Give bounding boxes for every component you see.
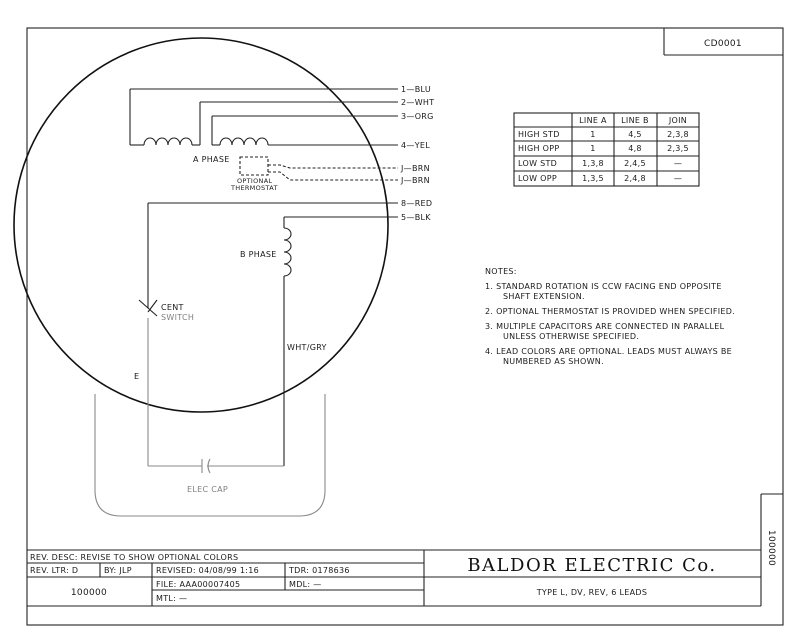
lead-1-label: 1—BLU bbox=[401, 85, 431, 94]
note-1: 1. STANDARD ROTATION IS CCW FACING END OPPOSITE bbox=[485, 282, 722, 291]
e-label: E bbox=[134, 372, 140, 381]
lead-j1-label: J—BRN bbox=[401, 164, 430, 173]
rev-desc: REV. DESC: REVISE TO SHOW OPTIONAL COLORS bbox=[30, 553, 239, 562]
note-3: 3. MULTIPLE CAPACITORS ARE CONNECTED IN PARALLEL bbox=[485, 322, 725, 331]
table-cell: 4,5 bbox=[628, 130, 642, 139]
table-cell: LOW STD bbox=[518, 159, 558, 168]
table-header: JOIN bbox=[668, 116, 688, 125]
table-cell: HIGH OPP bbox=[518, 144, 560, 153]
drawing-description: TYPE L, DV, REV, 6 LEADS bbox=[536, 588, 648, 597]
tdr-field: TDR: 0178636 bbox=[289, 566, 350, 575]
lead-5-label: 5—BLK bbox=[401, 213, 431, 222]
thermostat-label: THERMOSTAT bbox=[231, 184, 278, 192]
a-phase-winding bbox=[130, 89, 398, 145]
note-3-cont: UNLESS OTHERWISE SPECIFIED. bbox=[503, 332, 640, 341]
optional-label: OPTIONAL bbox=[237, 177, 273, 185]
revised-field: REVISED: 04/08/99 1:16 bbox=[156, 566, 260, 575]
file-field: FILE: AAA00007405 bbox=[156, 580, 241, 589]
switch-label: SWITCH bbox=[161, 313, 195, 322]
company-name: BALDOR ELECTRIC Co. bbox=[467, 555, 717, 576]
centrifugal-switch bbox=[139, 296, 157, 466]
table-cell: 2,3,5 bbox=[667, 144, 689, 153]
diagram-labels bbox=[134, 155, 327, 494]
lead-2-label: 2—WHT bbox=[401, 98, 435, 107]
note-4-cont: NUMBERED AS SHOWN. bbox=[503, 357, 604, 366]
table-cell: — bbox=[673, 159, 683, 168]
part-number: 100000 bbox=[70, 588, 108, 598]
lead-8-label: 8—RED bbox=[401, 199, 433, 208]
title-block bbox=[27, 550, 761, 606]
by-field: BY: JLP bbox=[104, 566, 132, 575]
elec-cap-label: ELEC CAP bbox=[187, 485, 228, 494]
side-number-box bbox=[761, 494, 783, 606]
lead-j2-label: J—BRN bbox=[401, 176, 430, 185]
cent-label: CENT bbox=[161, 303, 184, 312]
motor-outline bbox=[14, 38, 388, 412]
drawing-number-box bbox=[664, 28, 783, 55]
table-cell: — bbox=[673, 174, 683, 183]
note-2: 2. OPTIONAL THERMOSTAT IS PROVIDED WHEN SPECIFIED. bbox=[485, 307, 736, 316]
table-cell: 1 bbox=[590, 144, 596, 153]
table-header: LINE A bbox=[579, 116, 607, 125]
table-cell: 1,3,5 bbox=[582, 174, 604, 183]
table-cell: LOW OPP bbox=[518, 174, 557, 183]
b-phase-label: B PHASE bbox=[240, 250, 277, 259]
lead-4-label: 4—YEL bbox=[401, 141, 430, 150]
table-cell: 2,4,8 bbox=[624, 174, 646, 183]
lead-labels bbox=[400, 85, 434, 222]
side-number: 100000 bbox=[766, 529, 776, 567]
note-1-cont: SHAFT EXTENSION. bbox=[503, 292, 585, 301]
table-cell: 1 bbox=[590, 130, 596, 139]
table-cell: 2,4,5 bbox=[624, 159, 646, 168]
table-header: LINE B bbox=[621, 116, 649, 125]
rev-ltr: REV. LTR: D bbox=[30, 566, 79, 575]
b-phase-winding bbox=[148, 203, 398, 466]
mtl-field: MTL: — bbox=[156, 594, 188, 603]
drawing-number: CD0001 bbox=[704, 39, 742, 49]
a-phase-label: A PHASE bbox=[193, 155, 230, 164]
lead-3-label: 3—ORG bbox=[401, 112, 434, 121]
note-4: 4. LEAD COLORS ARE OPTIONAL. LEADS MUST ALWAYS BE bbox=[485, 347, 732, 356]
elec-cap bbox=[148, 459, 284, 473]
notes-title: NOTES: bbox=[485, 267, 517, 276]
table-cell: 4,8 bbox=[628, 144, 642, 153]
table-cell: HIGH STD bbox=[518, 130, 560, 139]
table-cell: 2,3,8 bbox=[667, 130, 689, 139]
wht-gry-label: WHT/GRY bbox=[287, 343, 327, 352]
connection-table bbox=[514, 113, 699, 186]
table-cell: 1,3,8 bbox=[582, 159, 604, 168]
mdl-field: MDL: — bbox=[289, 580, 322, 589]
notes bbox=[485, 267, 735, 366]
